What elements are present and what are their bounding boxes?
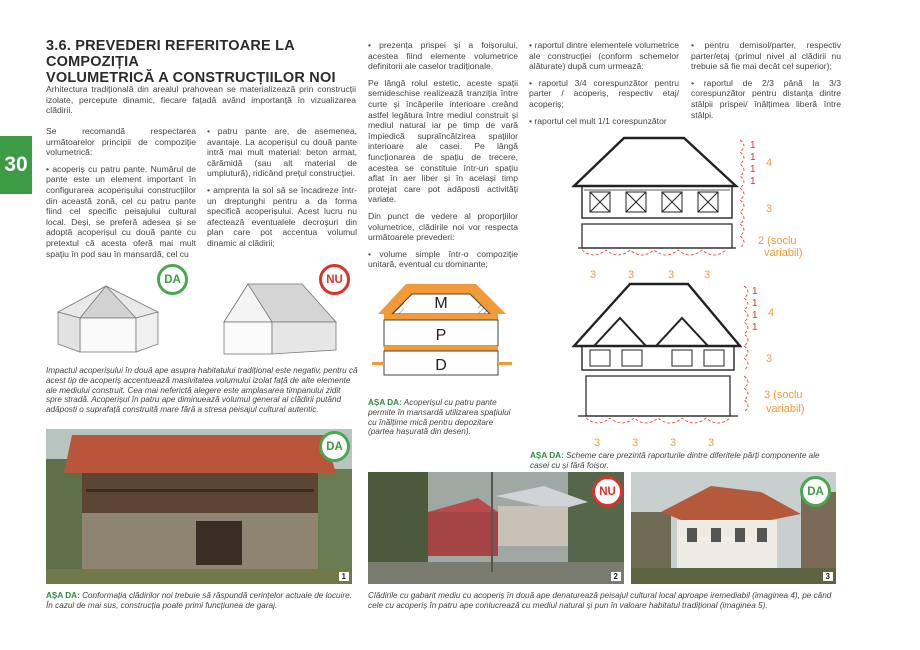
section-title <box>46 38 364 86</box>
photo-3-da-badge <box>800 476 831 507</box>
bottom-bay-4: 3 <box>708 437 715 449</box>
col2-p2: • amprenta la sol să se încadreze într-un dreptunghi pentru a da forma specifică acoperișului. Acest lucru nu afectează eventualele decroșuri din plan care pot accentua volumul dinamic al clădirii; <box>207 184 357 248</box>
col3-p1: • prezența prispei și a foișorului, acestea fiind elemente volumetrice definitorii ale caselor tradiționale. <box>368 40 518 72</box>
ground-right <box>498 362 512 365</box>
scheme-top-ticks <box>750 140 756 187</box>
svg-text:1: 1 <box>750 164 756 175</box>
section-title-line2: VOLUMETRICĂ A CONSTRUCȚIILOR NOI <box>46 70 336 86</box>
floor-slab-1 <box>384 314 498 320</box>
svg-text:1: 1 <box>750 140 756 151</box>
photo-2-number: 2 <box>611 572 621 581</box>
proportions-caption <box>530 451 840 471</box>
photo-2-nu-label: NU <box>599 485 616 498</box>
photo-3-number: 3 <box>823 572 833 581</box>
text-column-3 <box>368 40 518 276</box>
page-number-tab <box>0 136 32 194</box>
col1-p1: Se recomandă respectarea următoarelor principii de compoziție volumetrică: <box>46 126 196 158</box>
label-m: M <box>434 295 448 312</box>
section-diagram <box>370 280 518 380</box>
photo-1-da-label: DA <box>326 440 343 453</box>
scheme-bottom <box>574 284 740 416</box>
photos-2-3-caption: Clădirile cu gabarit mediu cu acoperiș în două ape denaturează peisajul cultural local aproape iremediabil (imaginea 4), pe când cele cu acoperiș în patru ape conlucrează cu mediul natural și pun în valoare habitatul tradițional (imaginea 5). <box>368 591 832 610</box>
photo-1-da-badge <box>319 431 350 462</box>
bottom-floor-ratio: 3 <box>766 353 773 365</box>
svg-text:1: 1 <box>752 310 758 321</box>
scheme-bottom-roof <box>574 284 740 346</box>
bottom-base-ratio-2: variabil) <box>766 403 805 415</box>
proportions-caption-lead: AȘA DA: <box>530 451 564 460</box>
photo-1-illustration <box>46 429 352 584</box>
proportions-caption-text: Scheme care prezintă raporturile dintre diferitele părți componente ale casei cu și fără foișor. <box>530 451 820 470</box>
photo-2-nu-badge <box>592 476 623 507</box>
scheme-top-labels <box>590 157 803 281</box>
scheme-bottom-labels <box>594 307 805 449</box>
roof-comparison-caption: Impactul acoperișului în două ape asupra habitatului tradițional este negativ, pentru că acest tip de acoperiș accentuează masivitatea volumului izolat față de alte elemente ale mediului construit. Cea mai neferictă alegere este amplasarea timpanului zidit spre stradă. Acoperișul în patru ape diminuează volumul general al clădirii putând adăposti o suprafață construită mare fără a stresa peisajul cultural autentic. <box>46 366 358 415</box>
text-column-4 <box>529 40 679 132</box>
col4-p2: • raportul 3/4 corespunzător pentru parter / acoperiș, respectiv etaj/ acoperiș; <box>529 77 679 109</box>
photo-1 <box>46 429 352 584</box>
top-base-ratio: 2 (soclu <box>758 235 797 247</box>
col5-p1: • pentru demisol/parter, respectiv parter/etaj (primul nivel al clădirii nu trebuie să fie mai decât cel superior); <box>691 40 841 72</box>
section-caption <box>368 398 518 437</box>
top-bay-3: 3 <box>668 269 675 281</box>
scheme-top-arcs <box>582 140 744 255</box>
col4-p3: • raportul cel mult 1/1 corespunzător <box>529 115 667 126</box>
scheme-bottom-ticks <box>752 286 758 333</box>
roof-comparison-diagram <box>46 282 366 357</box>
text-column-5 <box>691 40 841 126</box>
col3-p2: Pe lângă rolul estetic, aceste spații semideschise realizează tranziția între curte și încăperile interioare creând astfel legătura între mediul construit și mediul natural iar pe timp de vară împiedică supraîncălzirea spațiilor interioare ale casei. Pe lângă funcționarea de spațiu de trecere, acestea se constituie într-un spațiu aflat în aer liber și în același timp protejat care pot adăposti activități variate. <box>368 77 518 205</box>
col5-p2: • raportul de 2/3 până la 3/3 corespunzător pentru distanța dintre stâlpii prispei/ înălțimea liberă între stâlpi. <box>691 77 841 120</box>
photo-3-da-label: DA <box>807 485 824 498</box>
top-bay-4: 3 <box>704 269 711 281</box>
svg-text:1: 1 <box>750 176 756 187</box>
da-badge-label: DA <box>164 273 181 286</box>
gable-roof-house <box>224 284 336 354</box>
intro-paragraph: Arhitectura tradițională din arealul prahovean se materializează prin construcții izolate, percepute dinamic, fiecare fațadă având importanță în vizualizarea clădirii. <box>46 84 356 116</box>
bottom-bay-3: 3 <box>670 437 677 449</box>
top-floor-ratio: 3 <box>766 203 773 215</box>
top-bay-1: 3 <box>590 269 597 281</box>
scheme-top <box>574 138 736 248</box>
bottom-bay-1: 3 <box>594 437 601 449</box>
label-d: D <box>435 357 447 374</box>
svg-text:1: 1 <box>752 322 758 333</box>
photo-2 <box>368 472 624 584</box>
top-roof-ratio: 4 <box>766 157 773 169</box>
svg-text:1: 1 <box>752 298 758 309</box>
bottom-roof-ratio: 4 <box>768 307 775 319</box>
nu-badge-label: NU <box>326 273 343 286</box>
section-title-line1: 3.6. PREVEDERI REFERITOARE LA COMPOZIȚIA <box>46 38 295 70</box>
bottom-base-ratio: 3 (soclu <box>764 389 803 401</box>
page-number: 30 <box>4 153 28 176</box>
section-caption-text: Acoperișul cu patru pante permite în mansardă utilizarea spațiului cu înălțime mică pentru depozitare (partea hașurată din desen). <box>368 398 511 437</box>
floor-slab-2 <box>384 346 498 351</box>
label-p: P <box>435 327 447 344</box>
col2-p1: • patru pante are, de asemenea, avantaje. La acoperișul cu două pante intră mai mult material: beton armat, cărămidă (sau alt material de umplutură), ridicând prețul construcției. <box>207 126 357 179</box>
col3-p4: • volume simple într-o compoziție unitară, eventual cu dominante; <box>368 248 518 270</box>
section-caption-lead: AȘA DA: <box>368 398 402 407</box>
photo-2-illustration <box>368 472 624 584</box>
photo-1-number: 1 <box>339 572 349 581</box>
col4-p1: • raportul dintre elementele volumetrice ale construcției (conform schemelor alăturate) după cum urmează: <box>529 40 679 72</box>
photo-1-caption-text: Conformația clădirilor noi trebuie să răspundă cerințelor actuale de locuire. În cazul de mai sus, construcția poate primi funcțiunea de garaj. <box>46 591 352 610</box>
top-bay-2: 3 <box>628 269 635 281</box>
proportion-schemes <box>560 132 840 450</box>
col3-p3: Din punct de vedere al proporțiilor volumetrice, clădirile noi vor respecta următoarele prevederi: <box>368 210 518 243</box>
photo-1-caption-lead: AȘA DA: <box>46 591 80 600</box>
svg-text:1: 1 <box>750 152 756 163</box>
svg-text:1: 1 <box>752 286 758 297</box>
scheme-top-roof <box>574 138 736 186</box>
text-column-1 <box>46 126 196 265</box>
ground-left <box>372 362 384 365</box>
photo-1-caption <box>46 591 358 611</box>
top-base-ratio-2: variabil) <box>764 247 803 259</box>
text-column-2 <box>207 126 357 255</box>
hip-roof-house <box>58 286 158 352</box>
col1-p2: • acoperiș cu patru pante. Numărul de pante este un element important în configurarea acoperișului construcțiilor din această zonă, cel cu patru pante fiind cel specific peisajului cultural local. Deși, se preferă adesea și se adoptă acoperișul cu două pante cu pretextul că acesta oferă mai mult spațiu în pod sau în mansardă, cel cu <box>46 163 196 259</box>
bottom-bay-2: 3 <box>632 437 639 449</box>
